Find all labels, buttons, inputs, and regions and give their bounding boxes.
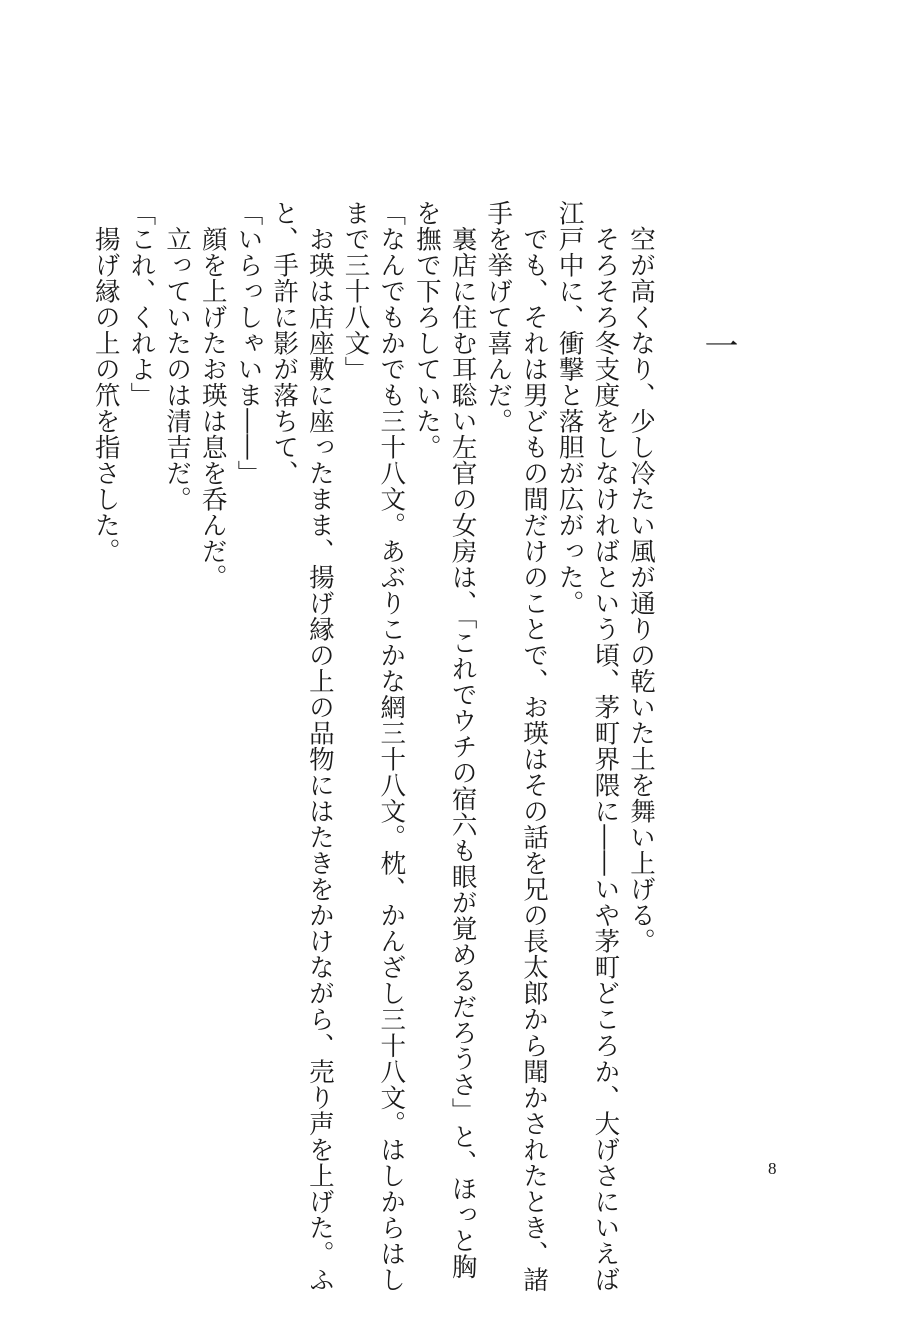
text-line: 「これ、くれよ」 [126, 200, 157, 409]
text-line: お瑛は店座敷に座ったまま、揚げ縁の上の品物にはたきをかけながら、売り声を上げた。ふ [304, 200, 335, 1293]
text-line: まで三十八文」 [340, 200, 371, 383]
text-line: 江戸中に、衝撃と落胆が広がった。 [554, 200, 585, 617]
text-line: 顔を上げたお瑛は息を呑んだ。 [197, 200, 228, 591]
text-line: 「いらっしゃいま――」 [233, 200, 264, 487]
chapter-number: 一 [698, 328, 738, 362]
text-line: と、手許に影が落ちて、 [269, 200, 300, 487]
text-line: 手を挙げて喜んだ。 [483, 200, 514, 435]
page-number: 8 [768, 1159, 777, 1178]
text-line: を撫で下ろしていた。 [411, 200, 442, 461]
text-line: 揚げ縁の上の笊を指さした。 [90, 200, 121, 565]
text-line: 空が高くなり、少し冷たい風が通りの乾いた土を舞い上げる。 [626, 200, 656, 955]
text-line: 「なんでもかでも三十八文。あぶりこかな網三十八文。枕、かんざし三十八文。はしからはし [376, 200, 407, 1293]
text-line: でも、それは男どもの間だけのことで、お瑛はその話を兄の長太郎から聞かされたとき、諸 [518, 200, 549, 1293]
text-line: そろそろ冬支度をしなければという頃、茅町界隈に――いや茅町どころか、大げさにいえば [590, 200, 621, 1293]
body-text [87, 200, 658, 1293]
text-line: 裏店に住む耳聡い左官の女房は、「これでウチの宿六も眼が覚めるだろうさ」と、ほっと胸 [447, 200, 478, 1280]
text-line: 立っていたのは清吉だ。 [162, 200, 193, 513]
